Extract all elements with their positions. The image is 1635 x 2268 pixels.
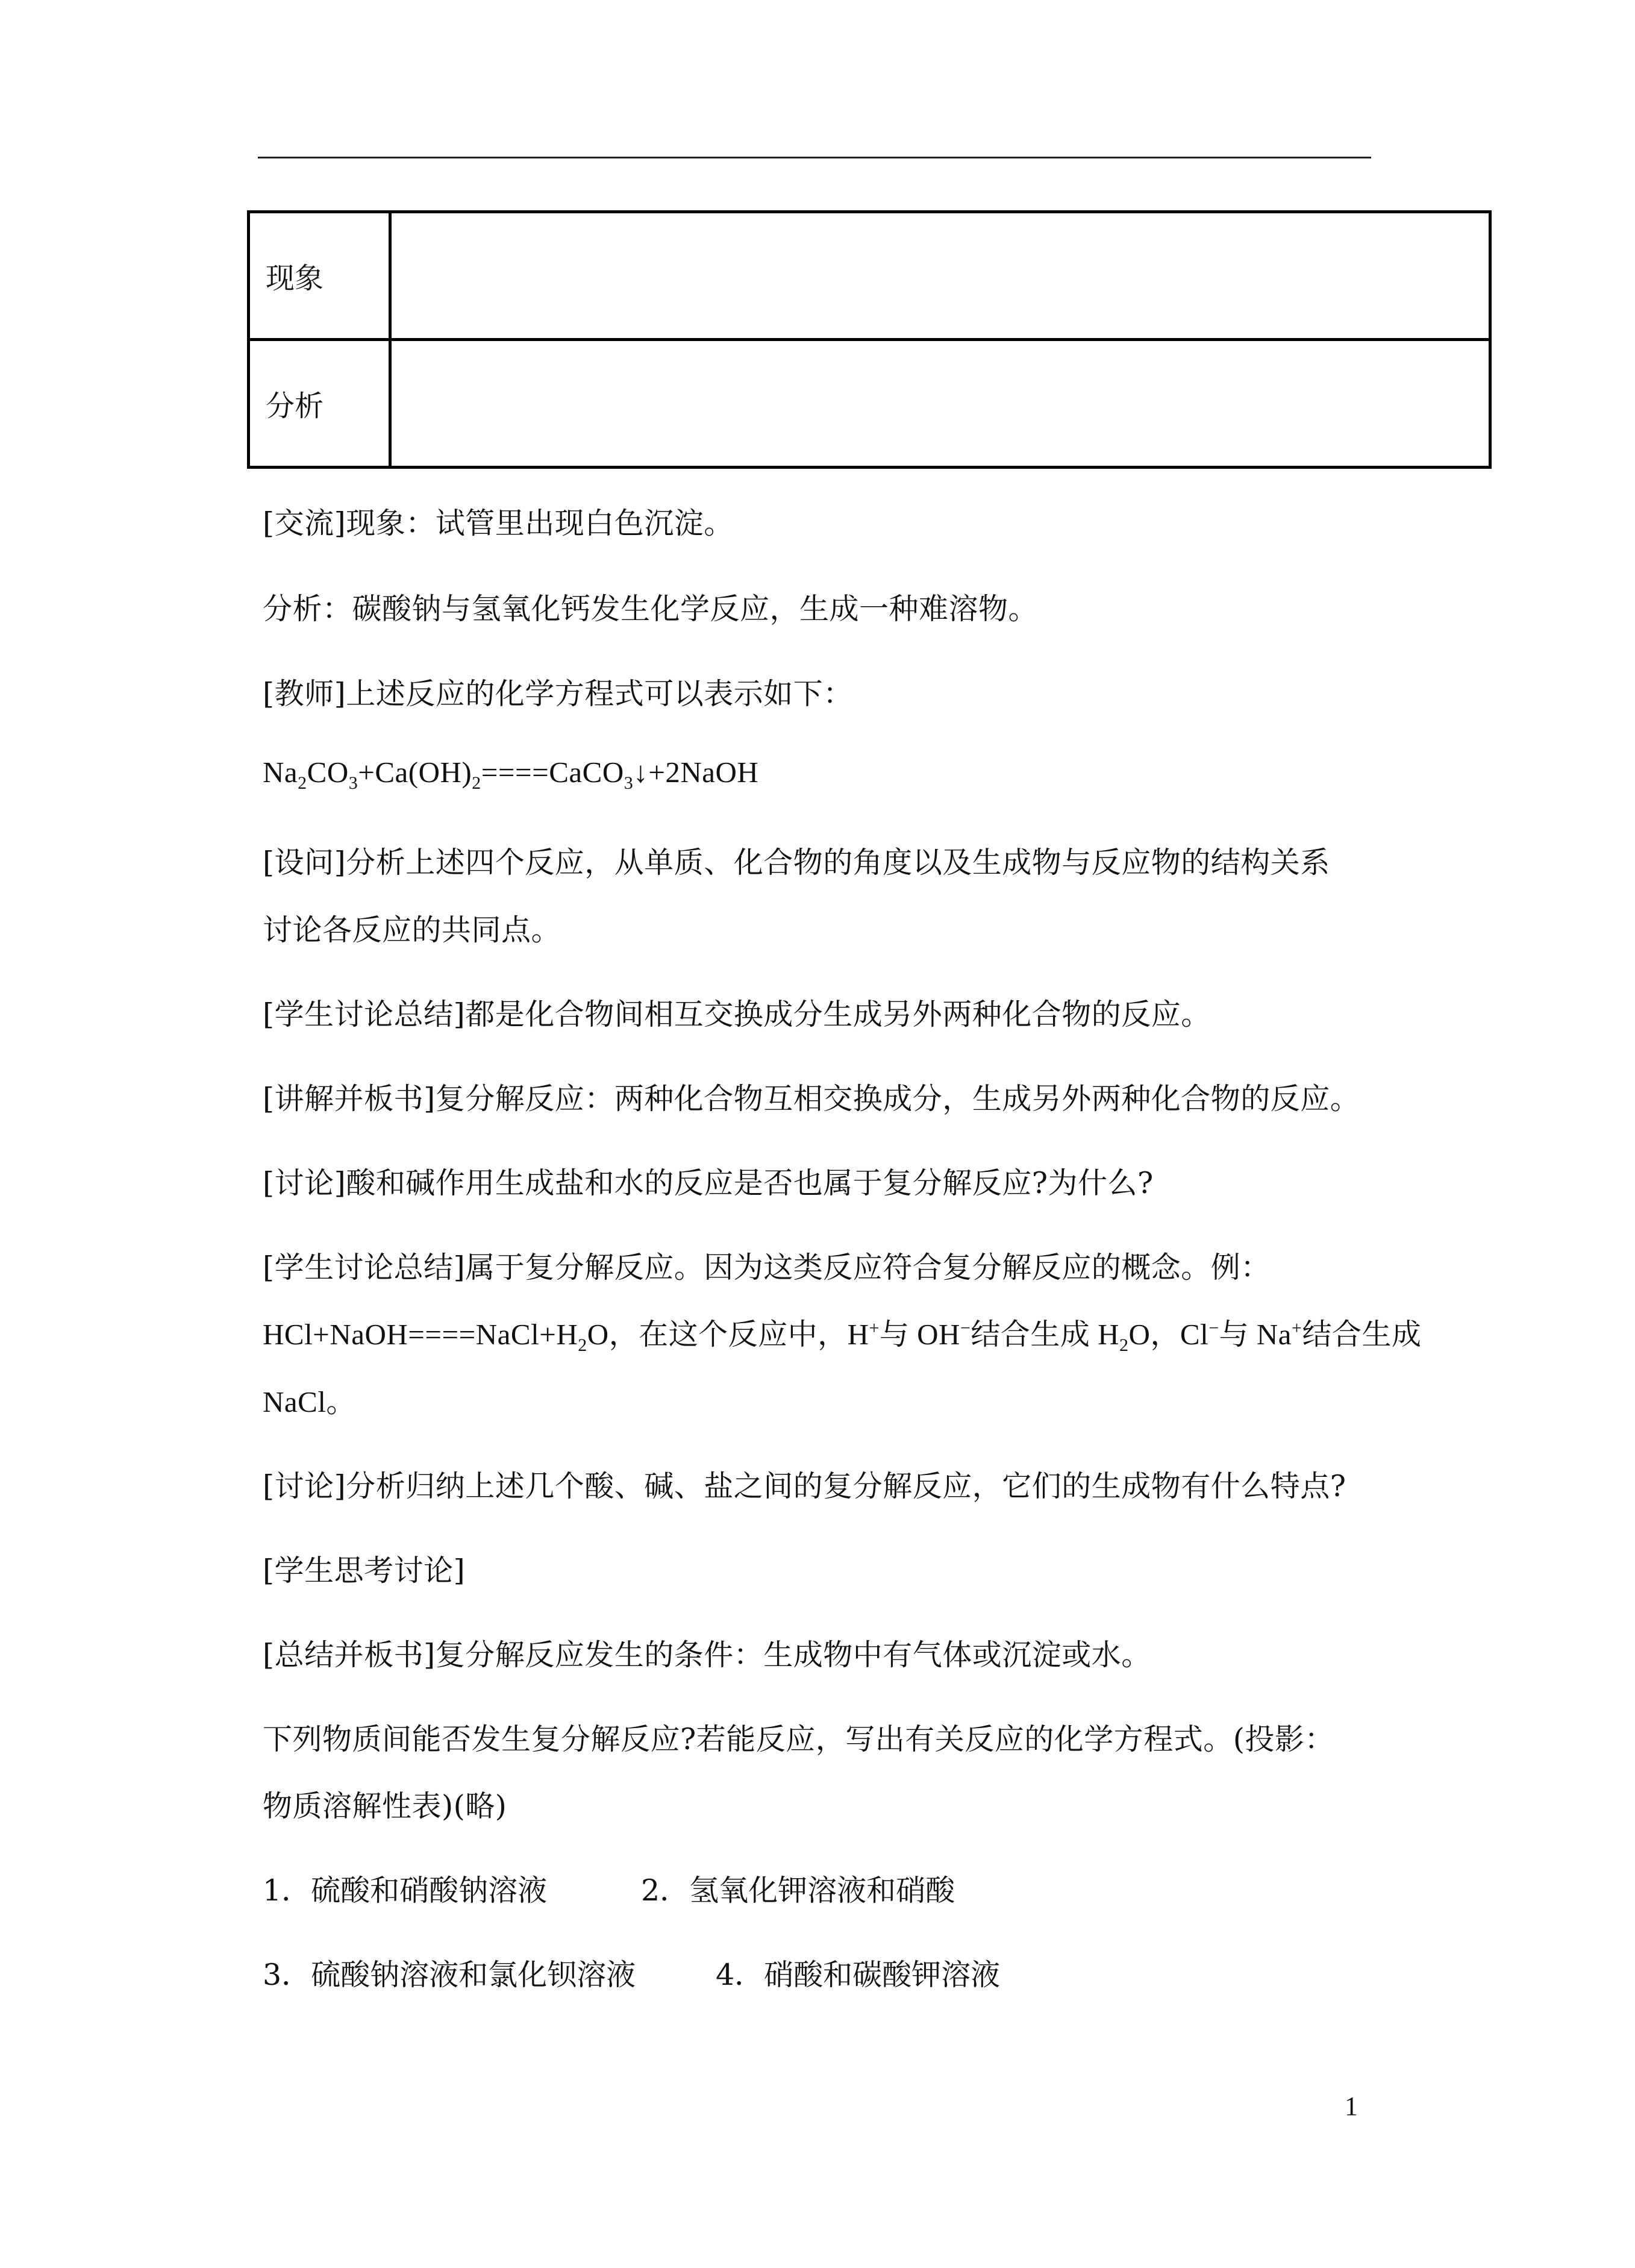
eq-sub: 3 <box>348 772 358 793</box>
eq-sup: − <box>960 1318 971 1338</box>
table-row <box>249 212 1490 340</box>
equation-sodium-carbonate <box>263 755 758 794</box>
eq-sub: 2 <box>1119 1335 1129 1355</box>
eq-part: +Ca(OH) <box>358 756 472 789</box>
eq-part: ====CaCO <box>481 756 624 789</box>
eq-part: 结合生成 <box>1302 1318 1422 1351</box>
eq-part: 与 OH <box>879 1318 960 1351</box>
equation-hcl-naoh <box>263 1311 1421 1356</box>
table-row <box>249 340 1490 468</box>
row-label-analysis: 分析 <box>249 340 390 468</box>
eq-sub: 2 <box>578 1335 587 1355</box>
eq-sup: + <box>1292 1318 1302 1338</box>
header-rule <box>258 157 1371 158</box>
row-value-phenomenon[interactable] <box>390 212 1490 340</box>
eq-part: ↓+2NaOH <box>633 756 759 789</box>
list-item: 3．硫酸钠溶液和氯化钡溶液 <box>263 1958 636 1992</box>
paragraph-explanation: [讲解并板书]复分解反应：两种化合物互相交换成分，生成另外两种化合物的反应。 <box>263 1082 1360 1116</box>
eq-part: O，在这个反应中，H <box>587 1318 869 1351</box>
row-value-analysis[interactable] <box>390 340 1490 468</box>
paragraph-conclusion: [总结并板书]复分解反应发生的条件：生成物中有气体或沉淀或水。 <box>263 1638 1151 1672</box>
eq-part: 结合生成 H <box>971 1318 1120 1351</box>
paragraph-student-summary-2: [学生讨论总结]属于复分解反应。因为这类反应符合复分解反应的概念。例： <box>263 1250 1271 1285</box>
paragraph-student-thinking: [学生思考讨论] <box>263 1553 466 1588</box>
eq-part: 与 Na <box>1219 1318 1292 1351</box>
paragraph-exercise-cont: 物质溶解性表)(略) <box>263 1789 507 1823</box>
list-item: 1．硫酸和硝酸钠溶液 <box>263 1873 548 1908</box>
eq-part: O，Cl <box>1128 1318 1209 1351</box>
paragraph-analysis: 分析：碳酸钠与氢氧化钙发生化学反应，生成一种难溶物。 <box>263 592 1039 626</box>
paragraph-exchange: [交流]现象：试管里出现白色沉淀。 <box>263 506 734 540</box>
paragraph-nacl: NaCl。 <box>263 1385 356 1418</box>
paragraph-discussion-2: [讨论]分析归纳上述几个酸、碱、盐之间的复分解反应，它们的生成物有什么特点? <box>263 1469 1346 1503</box>
paragraph-exercise: 下列物质间能否发生复分解反应?若能反应，写出有关反应的化学方程式。(投影： <box>263 1722 1334 1756</box>
paragraph-discussion: [讨论]酸和碱作用生成盐和水的反应是否也属于复分解反应?为什么? <box>263 1166 1154 1200</box>
observation-table <box>247 210 1492 469</box>
list-item: 4．硝酸和碳酸钾溶液 <box>716 1958 1001 1992</box>
eq-part: HCl+NaOH====NaCl+H <box>263 1318 578 1351</box>
row-label-phenomenon: 现象 <box>249 212 390 340</box>
eq-sub: 2 <box>472 772 481 793</box>
paragraph-student-summary: [学生讨论总结]都是化合物间相互交换成分生成另外两种化合物的反应。 <box>263 997 1211 1032</box>
list-item: 2．氢氧化钾溶液和硝酸 <box>641 1873 955 1908</box>
eq-part: Na <box>263 756 298 789</box>
eq-sup: − <box>1208 1318 1219 1338</box>
eq-sub: 2 <box>298 772 307 793</box>
paragraph-question: [设问]分析上述四个反应，从单质、化合物的角度以及生成物与反应物的结构关系 <box>263 845 1330 880</box>
eq-sup: + <box>869 1318 880 1338</box>
eq-part: CO <box>307 756 349 789</box>
paragraph-question-cont: 讨论各反应的共同点。 <box>263 913 561 947</box>
eq-sub: 3 <box>624 772 634 793</box>
page-number: 1 <box>1345 2091 1358 2121</box>
paragraph-teacher: [教师]上述反应的化学方程式可以表示如下： <box>263 677 853 711</box>
